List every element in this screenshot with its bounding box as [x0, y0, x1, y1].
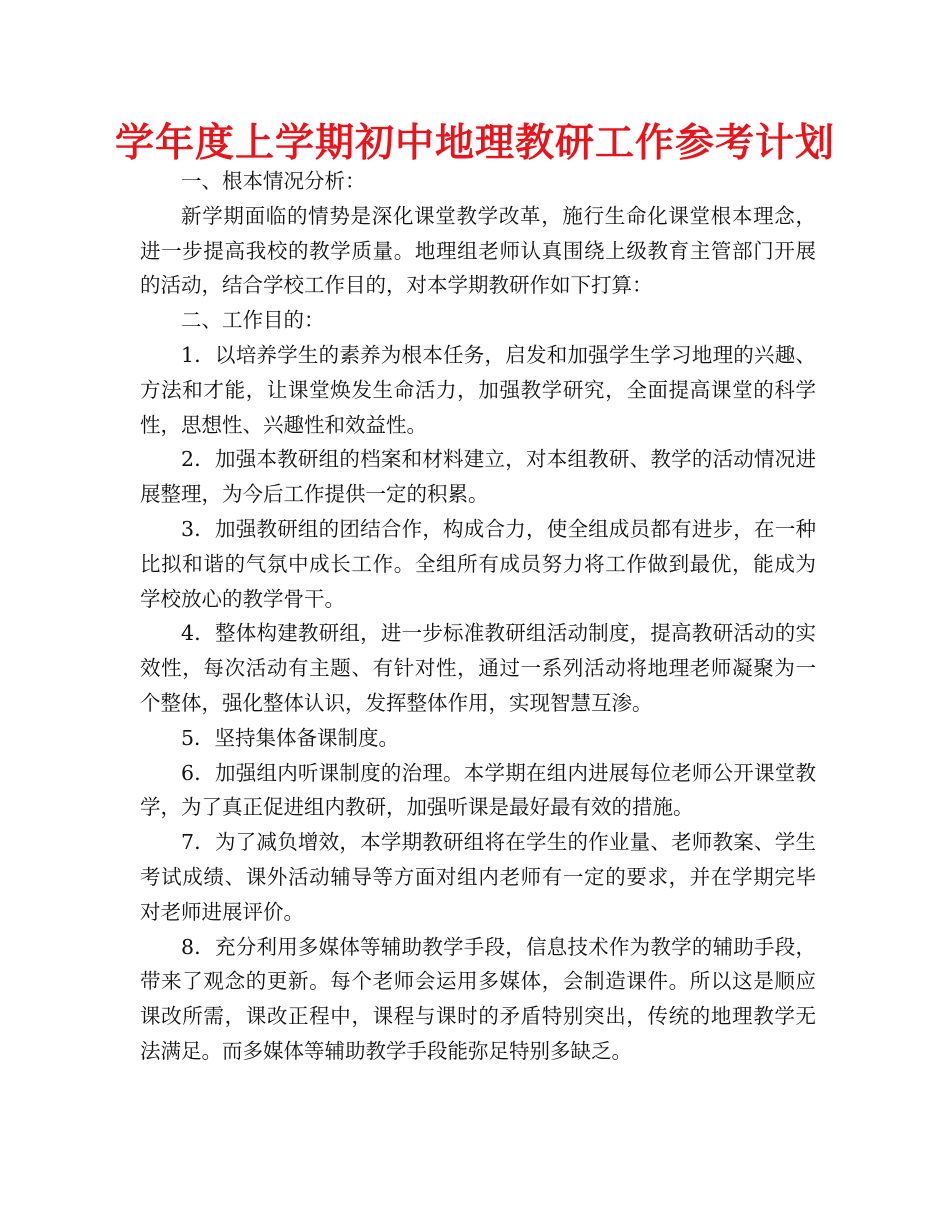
goal-item-1: 1．以培养学生的素养为根本任务，启发和加强学生学习地理的兴趣、方法和才能，让课堂焕发生命活力，加强教学研究，全面提高课堂的科学性，思想性、兴趣性和效益性。: [140, 342, 816, 437]
goal-item-3: 3．加强教研组的团结合作，构成合力，使全组成员都有进步，在一种比拟和谐的气氛中成长工作。全组所有成员努力将工作做到最优，能成为学校放心的教学骨干。: [140, 516, 816, 611]
goal-item-6: 6．加强组内听课制度的治理。本学期在组内进展每位老师公开课堂教学，为了真正促进组内教研，加强听课是最好最有效的措施。: [140, 760, 816, 820]
goal-item-4: 4．整体构建教研组，进一步标准教研组活动制度，提高教研活动的实效性，每次活动有主题、有针对性，通过一系列活动将地理老师凝聚为一个整体，强化整体认识，发挥整体作用，实现智慧互渗。: [140, 621, 816, 715]
goal-item-7: 7．为了减负增效，本学期教研组将在学生的作业量、老师教案、学生考试成绩、课外活动辅导等方面对组内老师有一定的要求，并在学期完毕对老师进展评价。: [140, 830, 816, 924]
paragraph-situation-analysis: 新学期面临的情势是深化课堂教学改革，施行生命化课堂根本理念，进一步提高我校的教学质量。地理组老师认真围绕上级教育主管部门开展的活动，结合学校工作目的，对本学期教研作如下打算：: [140, 203, 816, 298]
goal-item-8: 8．充分利用多媒体等辅助教学手段，信息技术作为教学的辅助手段，带来了观念的更新。每个老师会运用多媒体，会制造课件。所以这是顺应课改所需，课改正程中，课程与课时的矛盾特别突出，传统的地理教学无法满足。而多媒体等辅助教学手段能弥足特别多缺乏。: [140, 934, 816, 1063]
document-body: [140, 164, 816, 1069]
goal-item-2: 2．加强本教研组的档案和材料建立，对本组教研、教学的活动情况进展整理，为今后工作提供一定的积累。: [140, 447, 816, 507]
section-heading-basic-situation: 一、根本情况分析：: [181, 169, 366, 193]
section-heading-work-goals: 二、工作目的：: [181, 308, 325, 333]
document-title: 学年度上学期初中地理教研工作参考计划: [114, 121, 835, 166]
goal-item-5: 5．坚持集体备课制度。: [181, 725, 400, 750]
